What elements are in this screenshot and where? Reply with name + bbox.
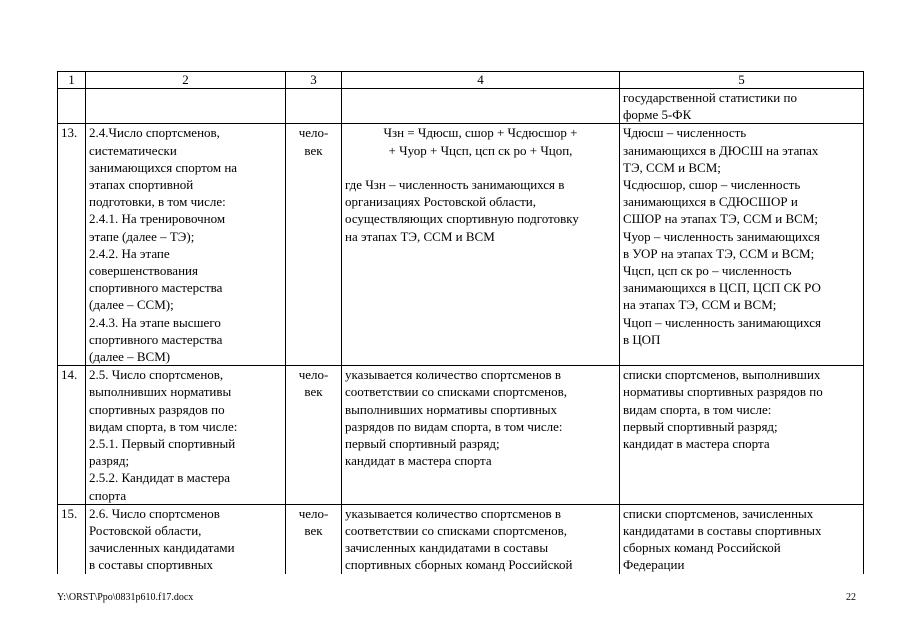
text-line: век	[304, 384, 323, 400]
text-line: соответствии со списками спортсменов,	[345, 523, 568, 539]
page-number: 22	[846, 592, 856, 603]
continuation-row	[58, 89, 864, 124]
text-line: этапе (далее – ТЭ);	[89, 228, 195, 244]
indicator-cell	[86, 504, 286, 573]
text-line: 2.4.3. На этапе высшего	[89, 314, 221, 330]
text-line: выполнивших нормативы спортивных	[345, 401, 558, 417]
method-cell	[342, 366, 620, 505]
text-line: век	[304, 523, 323, 539]
header-cell: 5	[620, 72, 864, 89]
header-cell: 4	[342, 72, 620, 89]
method-cell	[342, 124, 620, 366]
text-line: соответствии со списками спортсменов,	[345, 384, 568, 400]
text-line: чело-	[298, 505, 329, 521]
row-number: 14.	[58, 366, 86, 505]
text-line: выполнивших нормативы	[89, 384, 232, 400]
empty-cell	[286, 89, 342, 124]
text-line: на этапах ТЭ, ССМ и ВСМ;	[623, 297, 777, 313]
text-line: видам спорта, в том числе:	[89, 418, 238, 434]
row-number: 15.	[58, 504, 86, 573]
source-cell	[620, 366, 864, 505]
unit-cell	[286, 504, 342, 573]
text-line: совершенствования	[89, 263, 198, 279]
indicator-cell	[86, 366, 286, 505]
table-header-row	[58, 72, 864, 89]
text-line: в УОР на этапах ТЭ, ССМ и ВСМ;	[623, 245, 815, 261]
formula-line: Чзн = Чдюсш, сшор + Чсдюсшор +	[383, 125, 578, 141]
text-line: занимающихся в СДЮСШОР и	[623, 194, 798, 210]
header-cell: 1	[58, 72, 86, 89]
text-line: форме 5-ФК	[623, 107, 692, 123]
text-line: списки спортсменов, выполнивших	[623, 367, 821, 383]
text-line: систематически	[89, 142, 177, 158]
header-cell: 2	[86, 72, 286, 89]
text-line: Федерации	[623, 557, 685, 573]
text-line: на этапах ТЭ, ССМ и ВСМ	[345, 228, 495, 244]
file-path: Y:\ORST\Ppo\0831p610.f17.docx	[57, 592, 194, 603]
text-line: век	[304, 142, 323, 158]
text-line: подготовки, в том числе:	[89, 194, 226, 210]
text-line: зачисленных кандидатами	[89, 540, 235, 556]
text-line: Чуор – численность занимающихся	[623, 228, 820, 244]
text-line: спортивных разрядов по	[89, 401, 225, 417]
text-line: осуществляющих спортивную подготовку	[345, 211, 579, 227]
text-line: занимающихся спортом на	[89, 159, 238, 175]
text-line: Чдюсш – численность	[623, 125, 747, 141]
text-line: СШОР на этапах ТЭ, ССМ и ВСМ;	[623, 211, 819, 227]
text-line: спортивного мастерства	[89, 280, 223, 296]
text-line: где Чзн – численность занимающихся в	[345, 177, 565, 192]
source-cell	[620, 504, 864, 573]
unit-cell	[286, 366, 342, 505]
text-line: (далее – ВСМ)	[89, 349, 171, 365]
text-line: кандидатами в составы спортивных	[623, 523, 822, 539]
text-line: видам спорта, в том числе:	[623, 401, 772, 417]
text-line: 2.6. Число спортсменов	[89, 505, 220, 521]
text-line: указывается количество спортсменов в	[345, 367, 562, 383]
text-line: организациях Ростовской области,	[345, 194, 536, 210]
text-line: Чсдюсшор, сшор – численность	[623, 177, 801, 193]
text-line: нормативы спортивных разрядов по	[623, 384, 823, 400]
indicator-cell	[86, 124, 286, 366]
text-line: этапах спортивной	[89, 177, 194, 193]
text-line: Ростовской области,	[89, 523, 202, 539]
text-line: кандидат в мастера спорта	[623, 436, 770, 452]
empty-cell	[58, 89, 86, 124]
text-line: 2.5. Число спортсменов,	[89, 367, 224, 383]
text-line: 2.5.1. Первый спортивный	[89, 436, 236, 452]
text-line: Чцоп – численность занимающихся	[623, 314, 822, 330]
text-line: первый спортивный разряд;	[345, 436, 500, 452]
text-line: ТЭ, ССМ и ВСМ;	[623, 159, 721, 175]
text-line: 2.5.2. Кандидат в мастера	[89, 470, 231, 486]
source-cell	[620, 89, 864, 124]
formula-line: + Чуор + Чцсп, цсп ск ро + Чцоп,	[388, 142, 573, 158]
text-line: государственной статистики по	[623, 90, 797, 105]
text-line: занимающихся в ДЮСШ на этапах	[623, 142, 819, 158]
text-line: списки спортсменов, зачисленных	[623, 505, 814, 521]
text-line: сборных команд Российской	[623, 540, 781, 556]
text-line: первый спортивный разряд;	[623, 418, 778, 434]
spacer	[345, 159, 616, 176]
text-line: 2.4.1. На тренировочном	[89, 211, 226, 227]
text-line: чело-	[298, 125, 329, 141]
table-row	[58, 124, 864, 366]
text-line: чело-	[298, 367, 329, 383]
text-line: спорта	[89, 487, 127, 503]
text-line: спортивного мастерства	[89, 331, 223, 347]
source-cell	[620, 124, 864, 366]
text-line: занимающихся в ЦСП, ЦСП СК РО	[623, 280, 821, 296]
text-line: разряд;	[89, 453, 130, 469]
table-row	[58, 504, 864, 573]
text-line: указывается количество спортсменов в	[345, 505, 562, 521]
text-line: разрядов по видам спорта, в том числе:	[345, 418, 563, 434]
row-number: 13.	[58, 124, 86, 366]
text-line: спортивных сборных команд Российской	[345, 557, 573, 573]
document-table	[57, 71, 864, 574]
text-line: 2.4.Число спортсменов,	[89, 125, 220, 141]
header-cell: 3	[286, 72, 342, 89]
method-cell	[342, 504, 620, 573]
text-line: зачисленных кандидатами в составы	[345, 540, 549, 556]
unit-cell	[286, 124, 342, 366]
text-line: Чцсп, цсп ск ро – численность	[623, 263, 792, 279]
text-line: кандидат в мастера спорта	[345, 453, 492, 469]
text-line: в ЦОП	[623, 331, 661, 347]
empty-cell	[342, 89, 620, 124]
text-line: 2.4.2. На этапе	[89, 245, 170, 261]
text-line: в составы спортивных	[89, 557, 214, 573]
text-line: (далее – ССМ);	[89, 297, 174, 313]
empty-cell	[86, 89, 286, 124]
table-row	[58, 366, 864, 505]
